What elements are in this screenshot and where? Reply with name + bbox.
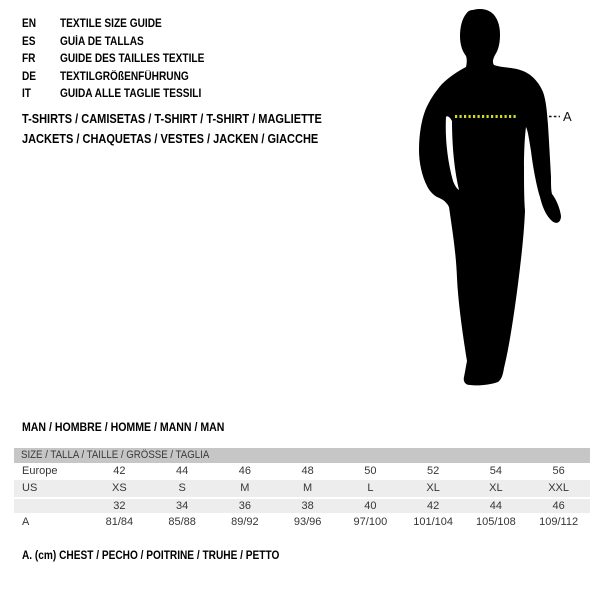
size-cell: 85/88 <box>168 516 196 528</box>
size-guide-figure <box>390 0 600 420</box>
section-title <box>22 420 252 434</box>
language-label: TEXTILE SIZE GUIDE <box>60 18 162 30</box>
size-cell: 48 <box>301 465 314 477</box>
section-title-text: MAN / HOMBRE / HOMME / MANN / MAN <box>22 420 225 434</box>
row-label: A <box>22 516 30 528</box>
size-cell: 97/100 <box>353 516 388 528</box>
row-label: Europe <box>22 465 58 477</box>
size-cell: 101/104 <box>413 516 453 528</box>
size-cell: M <box>303 482 313 494</box>
size-cell: 44 <box>176 465 189 477</box>
size-cell: 105/108 <box>475 516 516 528</box>
size-cell: L <box>367 482 374 494</box>
size-cell: 56 <box>552 465 565 477</box>
language-code: EN <box>22 18 37 30</box>
size-table-body <box>14 463 590 531</box>
language-label: GUIDA ALLE TAGLIE TESSILI <box>60 88 202 100</box>
size-cell: XXL <box>548 482 570 494</box>
measure-label-a: A <box>563 109 572 124</box>
table-row-us-numeric <box>14 497 590 513</box>
measurement-footnote <box>22 549 314 563</box>
size-cell: 81/84 <box>105 516 134 528</box>
man-silhouette-svg <box>390 0 600 420</box>
size-table <box>14 448 590 531</box>
language-code: ES <box>22 35 36 48</box>
language-code: FR <box>22 53 36 65</box>
language-code: IT <box>22 88 32 100</box>
size-cell: 89/92 <box>231 516 259 528</box>
size-cell: 34 <box>176 500 189 512</box>
size-cell: 44 <box>489 500 502 512</box>
row-label: US <box>22 482 38 494</box>
measurement-footnote-text: A. (cm) CHEST / PECHO / POITRINE / TRUHE / PETTO <box>22 550 280 562</box>
table-header-text: SIZE / TALLA / TAILLE / GRÖSSE / TAGLIA <box>21 449 210 461</box>
man-silhouette <box>419 9 561 385</box>
category-text: T-SHIRTS / CAMISETAS / T-SHIRT / T-SHIRT / MAGLIETTE <box>22 112 322 126</box>
size-cell: 40 <box>364 500 377 512</box>
table-row-us <box>14 480 590 497</box>
size-cell: 38 <box>301 500 314 512</box>
size-cell: XS <box>112 482 127 494</box>
language-label: GUÍA DE TALLAS <box>60 35 144 48</box>
size-cell: S <box>178 482 186 494</box>
table-row-a <box>14 513 590 531</box>
size-cell: M <box>240 482 250 494</box>
size-cell: 52 <box>427 465 440 477</box>
size-cell: 46 <box>238 465 251 477</box>
category-list <box>22 109 363 149</box>
size-cell: 109/112 <box>539 516 579 528</box>
language-label: TEXTILGRÖßENFÜHRUNG <box>60 70 189 83</box>
size-cell: XL <box>426 482 440 494</box>
size-cell: 42 <box>427 500 440 512</box>
language-row-it <box>22 86 224 104</box>
category-line-1 <box>22 109 363 129</box>
size-cell: 46 <box>552 500 565 512</box>
language-row-en <box>22 16 224 34</box>
table-row-europe <box>14 463 590 480</box>
language-list <box>22 16 224 104</box>
size-cell: 93/96 <box>293 516 322 528</box>
language-label: GUIDE DES TAILLES TEXTILE <box>60 53 205 65</box>
size-cell: 32 <box>113 500 126 512</box>
language-row-de <box>22 69 224 87</box>
size-cell: 42 <box>113 465 126 477</box>
language-row-fr <box>22 51 224 69</box>
size-cell: 36 <box>238 500 251 512</box>
table-header <box>14 448 590 463</box>
language-row-es <box>22 34 224 52</box>
category-line-2 <box>22 129 363 149</box>
category-text: JACKETS / CHAQUETAS / VESTES / JACKEN / GIACCHE <box>22 132 319 146</box>
language-code: DE <box>22 70 37 83</box>
size-cell: XL <box>489 482 503 494</box>
size-cell: 50 <box>364 465 377 477</box>
row-label <box>14 499 88 513</box>
size-cell: 54 <box>489 465 502 477</box>
